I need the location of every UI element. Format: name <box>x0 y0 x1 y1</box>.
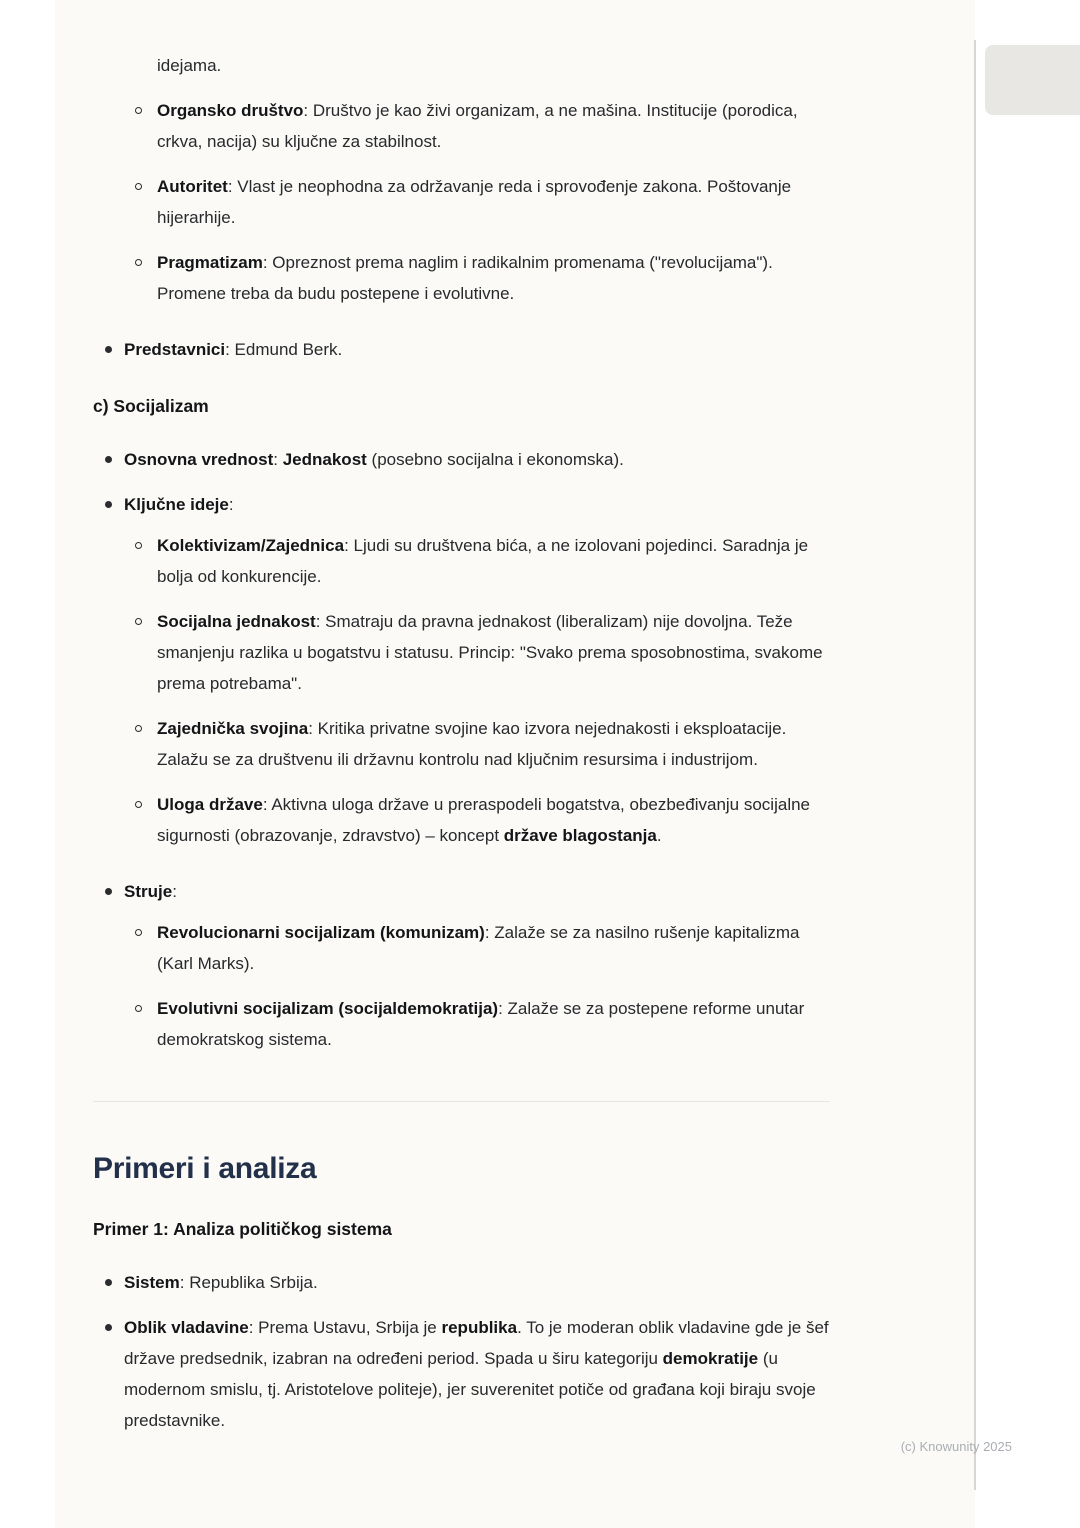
text-bold: Primer 1: Analiza političkog sistema <box>93 1219 392 1239</box>
text-run: : Ljudi su društvena bića, a ne izolovani pojedinci. Saradnja je bolja od konkurencije. <box>157 536 809 586</box>
bullet-circle-icon <box>135 725 142 732</box>
list-item-level1 <box>93 444 830 475</box>
text-bold: demokratije <box>662 1349 759 1368</box>
bullet-circle-icon <box>135 1005 142 1012</box>
text-bold: Jednakost <box>282 450 367 469</box>
text-bold: c) Socijalizam <box>93 396 209 416</box>
list-item-level1 <box>93 1267 830 1298</box>
list-item-level2 <box>93 917 830 979</box>
list-item-level1 <box>93 1312 830 1436</box>
text-run: : <box>273 450 283 469</box>
bullet-dot-icon <box>105 501 112 508</box>
text-run: : Republika Srbija. <box>179 1273 318 1292</box>
bullet-dot-icon <box>105 1279 112 1286</box>
text-run: : <box>172 882 177 901</box>
list-item-level2 <box>93 713 830 775</box>
bullet-circle-icon <box>135 259 142 266</box>
bullet-circle-icon <box>135 107 142 114</box>
text-bold: republika <box>441 1318 518 1337</box>
bullet-dot-icon <box>105 456 112 463</box>
scroll-area[interactable] <box>985 0 1080 1528</box>
text-run: : Opreznost prema naglim i radikalnim promenama ("revolucijama"). Promene treba da budu postepene i evolutivne. <box>157 253 773 303</box>
bullet-circle-icon <box>135 618 142 625</box>
list-item-level2 <box>93 789 830 851</box>
list-item-level1 <box>93 334 830 365</box>
list-item-level1 <box>93 489 830 520</box>
watermark: (c) Knowunity 2025 <box>900 1439 1012 1454</box>
text-bold: Struje <box>124 882 173 901</box>
text-bold: Uloga države <box>157 795 263 814</box>
text-bold: Evolutivni socijalizam (socijaldemokratija) <box>157 999 499 1018</box>
text-run: : Prema Ustavu, Srbija je <box>248 1318 442 1337</box>
list-item-level2 <box>93 530 830 592</box>
text-bold: Autoritet <box>157 177 228 196</box>
list-item-level2 <box>93 247 830 309</box>
text-bold: Pragmatizam <box>157 253 263 272</box>
text-run: . To je moderan oblik vladavine gde je šef države predsednik, izabran na određeni period. Spada u širu kategoriju <box>124 1318 829 1368</box>
paragraph-continuation <box>93 50 830 81</box>
text-run: : Zalaže se za postepene reforme unutar demokratskog sistema. <box>157 999 805 1049</box>
text-run: : Zalaže se za nasilno rušenje kapitalizma (Karl Marks). <box>157 923 800 973</box>
section-heading <box>93 1150 830 1188</box>
text-bold: Ključne ideje <box>124 495 229 514</box>
text-bold: Revolucionarni socijalizam (komunizam) <box>157 923 485 942</box>
bullet-circle-icon <box>135 929 142 936</box>
subsection-heading <box>93 392 830 420</box>
text-bold: Kolektivizam/Zajednica <box>157 536 345 555</box>
text-run: : Društvo je kao živi organizam, a ne mašina. Institucije (porodica, crkva, nacija) su ključne za stabilnost. <box>157 101 798 151</box>
list-item-level2 <box>93 171 830 233</box>
bullet-circle-icon <box>135 801 142 808</box>
bullet-dot-icon <box>105 1324 112 1331</box>
list-item-level2 <box>93 95 830 157</box>
bullet-dot-icon <box>105 346 112 353</box>
text-run: : Smatraju da pravna jednakost (liberalizam) nije dovoljna. Teže smanjenju razlika u bogatstvu i statusu. Princip: "Svako prema sposobnostima, svakome prema potrebama". <box>157 612 823 693</box>
text-run: : Edmund Berk. <box>225 340 343 359</box>
text-run: (posebno socijalna i ekonomska). <box>366 450 624 469</box>
bullet-dot-icon <box>105 888 112 895</box>
text-run: : <box>228 495 234 514</box>
scrollbar-thumb[interactable] <box>985 45 1080 115</box>
text-bold: Organsko društvo <box>157 101 304 120</box>
page-right-border <box>974 40 976 1490</box>
text-run: (u modernom smislu, tj. Aristotelove politeje), jer suverenitet potiče od građana koji biraju svoje predstavnike. <box>124 1349 816 1430</box>
text-run: idejama. <box>157 56 222 75</box>
text-bold: Zajednička svojina <box>157 719 309 738</box>
document-content <box>55 0 975 1490</box>
text-run: : Kritika privatne svojine kao izvora nejednakosti i eksploatacije. Zalažu se za društvenu ili državnu kontrolu nad ključnim resursima i industrijom. <box>157 719 787 769</box>
list-item-level2 <box>93 606 830 699</box>
section-divider <box>93 1101 830 1102</box>
list-item-level2 <box>93 993 830 1055</box>
document-page <box>55 0 975 1528</box>
bullet-circle-icon <box>135 183 142 190</box>
text-bold: Predstavnici <box>124 340 226 359</box>
text-bold: države blagostanja <box>503 826 657 845</box>
text-run: : Aktivna uloga države u preraspodeli bogatstva, obezbeđivanju socijalne sigurnosti (obrazovanje, zdravstvo) – koncept <box>157 795 810 845</box>
text-run: : Vlast je neophodna za održavanje reda i sprovođenje zakona. Poštovanje hijerarhije. <box>157 177 792 227</box>
text-bold: Osnovna vrednost <box>124 450 274 469</box>
text-bold: Oblik vladavine <box>124 1318 249 1337</box>
subsection-heading <box>93 1215 830 1243</box>
text-bold: Sistem <box>124 1273 180 1292</box>
list-item-level1 <box>93 876 830 907</box>
text-run: Primeri i analiza <box>93 1152 317 1185</box>
bullet-circle-icon <box>135 542 142 549</box>
text-bold: Socijalna jednakost <box>157 612 316 631</box>
text-run: . <box>656 826 662 845</box>
